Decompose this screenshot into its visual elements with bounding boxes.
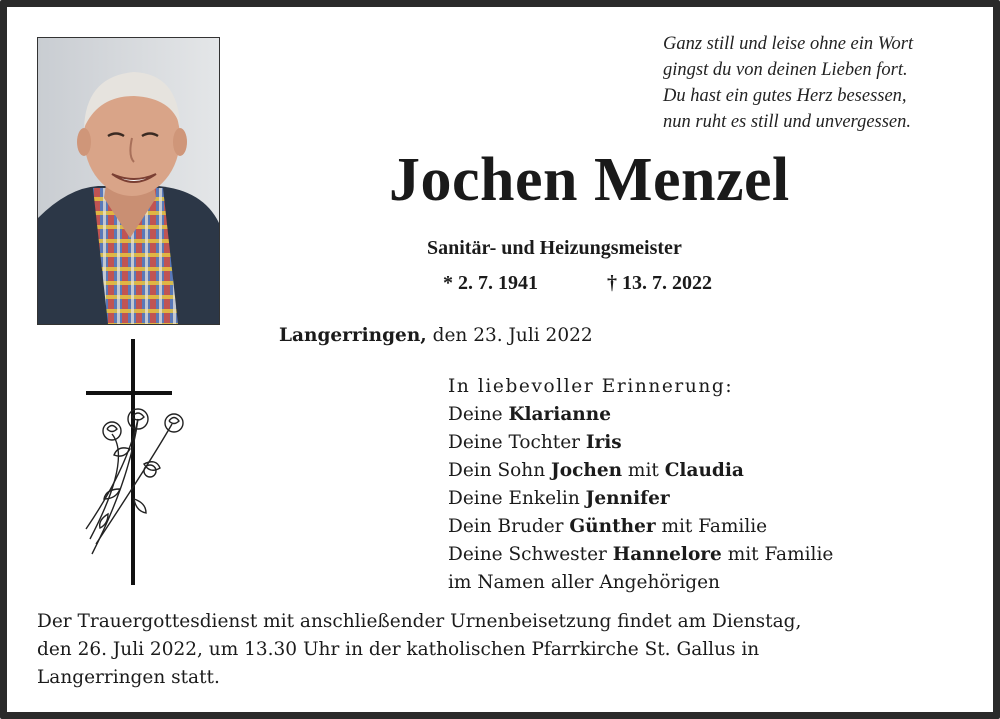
service-line: den 26. Juli 2022, um 13.30 Uhr in der katholischen Pfarrkirche St. Gallus in [37,639,760,660]
mourner-name: Klarianne [508,404,611,425]
place-and-date [279,323,593,349]
cross-icon [72,339,192,589]
funeral-service-info [37,608,967,692]
relation: Deine Schwester [448,544,613,565]
birth-date: * 2. 7. 1941 [443,272,538,294]
place: Langerringen, [279,325,427,346]
poem-line: gingst du von deinen Lieben fort. [663,60,908,80]
service-line: Langerringen statt. [37,667,220,688]
mourner-name: Jennifer [585,488,670,509]
mourners-intro: In liebevoller Erinnerung: [448,376,734,397]
mourner-name: Jochen [551,460,623,481]
mourner-line [448,541,968,569]
relation: Deine Enkelin [448,488,586,509]
mourner-line [448,429,968,457]
mourners-closing: im Namen aller Angehörigen [448,572,720,593]
relation: Dein Sohn [448,460,552,481]
mourner-name: Claudia [664,460,744,481]
connector: mit [622,460,665,481]
mourner-line [448,457,968,485]
deceased-name: Jochen Menzel [389,146,790,214]
mourners-list [448,373,968,597]
profession: Sanitär- und Heizungsmeister [427,237,682,259]
poem [663,31,983,135]
mourner-line [448,513,968,541]
poem-line: nun ruht es still und unvergessen. [663,112,912,132]
relation: Dein Bruder [448,516,570,537]
mourner-line [448,485,968,513]
family-suffix: mit Familie [721,544,834,565]
death-date: † 13. 7. 2022 [607,272,712,294]
portrait-photo [37,37,220,325]
portrait-illustration [38,38,219,324]
poem-line: Ganz still und leise ohne ein Wort [663,34,914,54]
mourner-line [448,401,968,429]
mourner-name: Iris [585,432,622,453]
date: den 23. Juli 2022 [432,325,593,346]
mourner-name: Günther [569,516,656,537]
service-line: Der Trauergottesdienst mit anschließender Urnenbeisetzung findet am Dienstag, [37,611,802,632]
family-suffix: mit Familie [655,516,768,537]
relation: Deine Tochter [448,432,586,453]
poem-line: Du hast ein gutes Herz besessen, [663,86,907,106]
mourner-name: Hannelore [612,544,722,565]
relation: Deine [448,404,509,425]
